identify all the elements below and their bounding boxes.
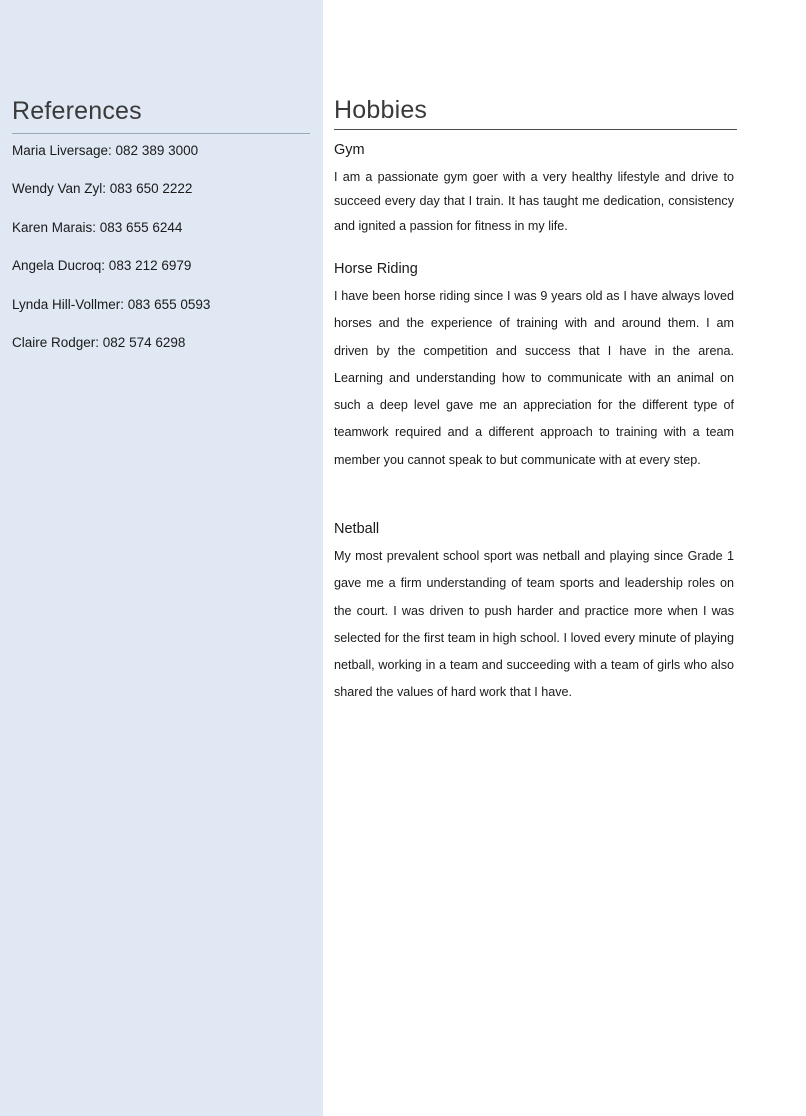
- reference-item: Lynda Hill-Vollmer: 083 655 0593: [12, 296, 211, 312]
- hobby-description: My most prevalent school sport was netball and playing since Grade 1 gave me a firm understanding of team sports and leadership roles on the court. I was driven to push harder and practice more when I was selected for the first team in high school. I loved every minute of playing netball, working in a team and succeeding with a team of girls who also shared the values of hard work that I have.: [334, 549, 734, 700]
- reference-item: Maria Liversage: 082 389 3000: [12, 143, 199, 158]
- hobby-description: I am a passionate gym goer with a very healthy lifestyle and drive to succeed every day that I train. It has taught me dedication, consistency and ignited a passion for fitness in my life.: [334, 170, 734, 233]
- hobby-title: Netball: [334, 521, 380, 537]
- hobby-title: Gym: [334, 142, 365, 158]
- reference-item: Angela Ducroq: 083 212 6979: [12, 258, 192, 274]
- hobby-title: Horse Riding: [334, 261, 418, 277]
- references-heading: References: [12, 97, 310, 134]
- reference-item: Karen Marais: 083 655 6244: [12, 219, 183, 235]
- hobby-netball: [334, 519, 734, 707]
- hobbies-heading: Hobbies: [334, 96, 737, 130]
- hobby-horse-riding: [334, 259, 734, 474]
- hobby-gym: [334, 140, 734, 238]
- references-list: [12, 141, 210, 371]
- hobby-description: I have been horse riding since I was 9 years old as I have always loved horses and the experience of training with and around them. I am driven by the competition and success that I have in the arena. Learning and understanding how to communicate with an animal on such a deep level gave me an appreciation for the different type of teamwork required and a different approach to training with a team member you cannot speak to but communicate with at every step.: [334, 289, 734, 467]
- reference-item: Wendy Van Zyl: 083 650 2222: [12, 181, 193, 197]
- reference-item: Claire Rodger: 082 574 6298: [12, 334, 186, 350]
